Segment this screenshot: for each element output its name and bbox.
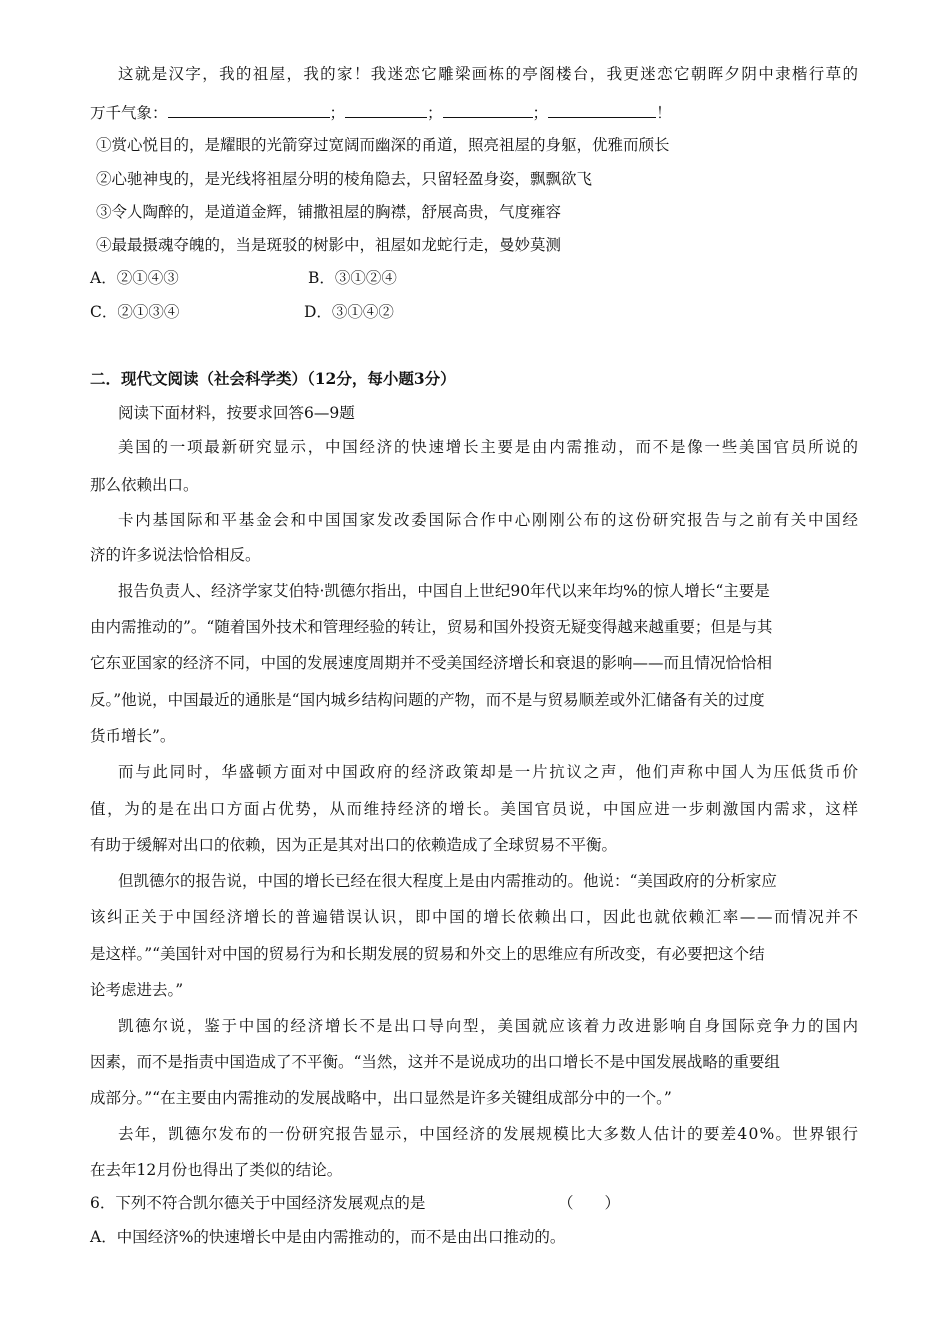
poem-line-2-prefix: 万千气象： — [90, 104, 168, 122]
passage-line: 论考虑进去。” — [90, 981, 184, 999]
passage-line: 美国的一项最新研究显示，中国经济的快速增长主要是由内需推动，而不是像一些美国官员所说的 — [118, 438, 860, 456]
passage-line: 它东亚国家的经济不同，中国的发展速度周期并不受美国经济增长和衰退的影响——而且情况恰恰相 — [90, 654, 773, 672]
end-mark: ！ — [656, 104, 672, 122]
answer-blank-2[interactable] — [345, 103, 427, 118]
question-6-stem: 6．下列不符合凯尔德关于中国经济发展观点的是 — [90, 1194, 426, 1212]
question-6-option-a[interactable]: A．中国经济%的快速增长中是由内需推动的，而不是由出口推动的。 — [90, 1228, 566, 1246]
passage-line: 卡内基国际和平基金会和中国国家发改委国际合作中心刚刚公布的这份研究报告与之前有关中国经 — [118, 511, 860, 529]
passage-line: 成部分。”“在主要由内需推动的发展战略中，出口显然是许多关键组成部分中的一个。” — [90, 1089, 672, 1107]
separator-3: ； — [532, 104, 549, 122]
poem-line-2 — [90, 103, 672, 123]
answer-blank-3[interactable] — [443, 103, 533, 118]
choice-a[interactable]: A．②①④③ — [90, 269, 179, 287]
passage-line: 值，为的是在出口方面占优势，从而维持经济的增长。美国官员说，中国应进一步刺激国内需求，这样 — [90, 800, 860, 818]
separator-2: ； — [427, 104, 443, 122]
choice-d[interactable]: D．③①④② — [304, 303, 394, 321]
passage-line: 那么依赖出口。 — [90, 476, 199, 494]
answer-blank-1[interactable] — [168, 103, 330, 118]
passage-line: 因素，而不是指责中国造成了不平衡。“当然，这并不是说成功的出口增长不是中国发展战略的重要组 — [90, 1053, 780, 1071]
answer-blank-4[interactable] — [548, 103, 656, 118]
passage-line: 凯德尔说，鉴于中国的经济增长不是出口导向型，美国就应该着力改进影响自身国际竞争力的国内 — [118, 1017, 860, 1035]
passage-line: 反。”他说，中国最近的通胀是“国内城乡结构问题的产物，而不是与贸易顺差或外汇储备有关的过度 — [90, 691, 765, 709]
poem-option-1: ①赏心悦目的，是耀眼的光箭穿过宽阔而幽深的甬道，照亮祖屋的身躯，优雅而颀长 — [96, 136, 670, 154]
separator-1: ； — [329, 104, 346, 122]
poem-line-1: 这就是汉字，我的祖屋，我的家！我迷恋它雕梁画栋的亭阁楼台，我更迷恋它朝晖夕阴中隶楷行草的 — [118, 65, 860, 83]
section-instruction: 阅读下面材料，按要求回答6—9题 — [118, 404, 355, 422]
passage-line: 有助于缓解对出口的依赖，因为正是其对出口的依赖造成了全球贸易不平衡。 — [90, 836, 618, 854]
passage-line: 报告负责人、经济学家艾伯特·凯德尔指出，中国自上世纪90年代以来年均%的惊人增长“主要是 — [118, 582, 770, 600]
passage-line: 由内需推动的”。“随着国外技术和管理经验的转让，贸易和国外投资无疑变得越来越重要；但是与其 — [90, 618, 773, 636]
poem-option-4: ④最最摄魂夺魄的，当是斑驳的树影中，祖屋如龙蛇行走，曼妙莫测 — [96, 236, 562, 254]
passage-line: 货币增长”。 — [90, 727, 176, 745]
passage-line: 去年，凯德尔发布的一份研究报告显示，中国经济的发展规模比大多数人估计的要差40%。世界银行 — [118, 1125, 860, 1143]
choice-b[interactable]: B．③①②④ — [308, 269, 397, 287]
passage-line: 但凯德尔的报告说，中国的增长已经在很大程度上是由内需推动的。他说：“美国政府的分析家应 — [118, 872, 777, 890]
section-heading: 二．现代文阅读（社会科学类）（12分，每小题3分） — [90, 369, 456, 388]
answer-paren[interactable]: （ ） — [558, 1194, 621, 1212]
choice-c[interactable]: C．②①③④ — [90, 303, 180, 321]
passage-line: 而与此同时，华盛顿方面对中国政府的经济政策却是一片抗议之声，他们声称中国人为压低货币价 — [118, 763, 860, 781]
passage-line: 是这样。”“美国针对中国的贸易行为和长期发展的贸易和外交上的思维应有所改变，有必要把这个结 — [90, 945, 765, 963]
passage-line: 在去年12月份也得出了类似的结论。 — [90, 1161, 343, 1179]
passage-line: 济的许多说法恰恰相反。 — [90, 546, 261, 564]
poem-option-3: ③令人陶醉的，是道道金辉，铺撒祖屋的胸襟，舒展高贵，气度雍容 — [96, 203, 562, 221]
poem-option-2: ②心驰神曳的，是光线将祖屋分明的棱角隐去，只留轻盈身姿，飘飘欲飞 — [96, 170, 593, 188]
passage-line: 该纠正关于中国经济增长的普遍错误认识，即中国的增长依赖出口，因此也就依赖汇率——而情况并不 — [90, 908, 860, 926]
